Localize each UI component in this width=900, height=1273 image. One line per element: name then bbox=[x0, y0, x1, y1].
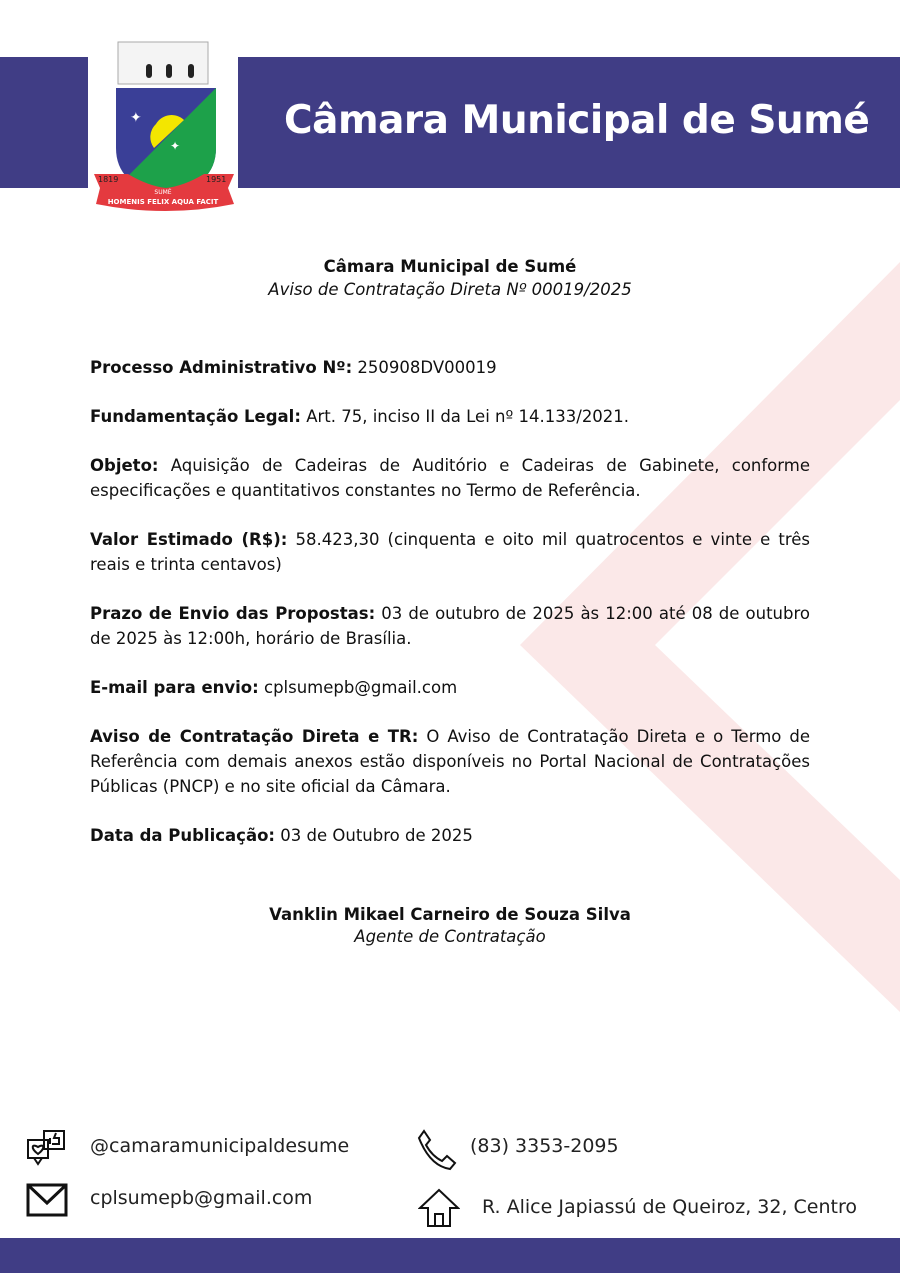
signatory-name: Vanklin Mikael Carneiro de Souza Silva bbox=[269, 905, 631, 924]
svg-text:1951: 1951 bbox=[206, 175, 227, 184]
svg-text:✦: ✦ bbox=[130, 110, 142, 126]
field-objeto: Objeto: Aquisição de Cadeiras de Auditório e Cadeiras de Gabinete, conforme especificações e quantitativos constantes no Termo de Referência. bbox=[90, 456, 810, 500]
footer-address: R. Alice Japiassú de Queiroz, 32, Centro bbox=[482, 1196, 857, 1218]
field-email: E-mail para envio: cplsumepb@gmail.com bbox=[90, 678, 458, 697]
org-name: Câmara Municipal de Sumé bbox=[323, 257, 577, 276]
notice-title: Aviso de Contratação Direta Nº 00019/2025 bbox=[268, 280, 632, 299]
home-icon bbox=[418, 1188, 460, 1228]
footer-social: @camaramunicipaldesume bbox=[90, 1135, 350, 1157]
field-valor: Valor Estimado (R$): 58.423,30 (cinquenta e oito mil quatrocentos e vinte e três reais e trinta centavos) bbox=[90, 530, 810, 574]
notice-body bbox=[90, 355, 810, 872]
svg-text:HOMENIS FELIX AQUA FACIT: HOMENIS FELIX AQUA FACIT bbox=[107, 198, 219, 206]
coat-of-arms-logo bbox=[88, 36, 238, 212]
svg-text:1819: 1819 bbox=[98, 175, 119, 184]
field-fundamentacao: Fundamentação Legal: Art. 75, inciso II da Lei nº 14.133/2021. bbox=[90, 407, 630, 426]
phone-icon bbox=[416, 1128, 458, 1172]
svg-text:SUMÉ: SUMÉ bbox=[154, 189, 172, 196]
footer-email: cplsumepb@gmail.com bbox=[90, 1187, 313, 1209]
footer-band bbox=[0, 1238, 900, 1273]
field-prazo: Prazo de Envio das Propostas: 03 de outubro de 2025 às 12:00 até 08 de outubro de 2025 às 12:00h, horário de Brasília. bbox=[90, 604, 810, 648]
field-data: Data da Publicação: 03 de Outubro de 2025 bbox=[90, 826, 473, 845]
svg-text:✦: ✦ bbox=[170, 139, 181, 153]
mail-icon bbox=[26, 1183, 68, 1217]
signatory-role: Agente de Contratação bbox=[354, 927, 546, 946]
footer-phone: (83) 3353-2095 bbox=[470, 1135, 619, 1157]
header-title: Câmara Municipal de Sumé bbox=[284, 98, 870, 143]
field-processo: Processo Administrativo Nº: 250908DV00019 bbox=[90, 358, 497, 377]
social-media-icon bbox=[26, 1128, 68, 1170]
field-aviso: Aviso de Contratação Direta e TR: O Aviso de Contratação Direta e o Termo de Referência com demais anexos estão disponíveis no Portal Nacional de Contratações Públicas (PNCP) e no site oficial da Câmara. bbox=[90, 727, 810, 796]
